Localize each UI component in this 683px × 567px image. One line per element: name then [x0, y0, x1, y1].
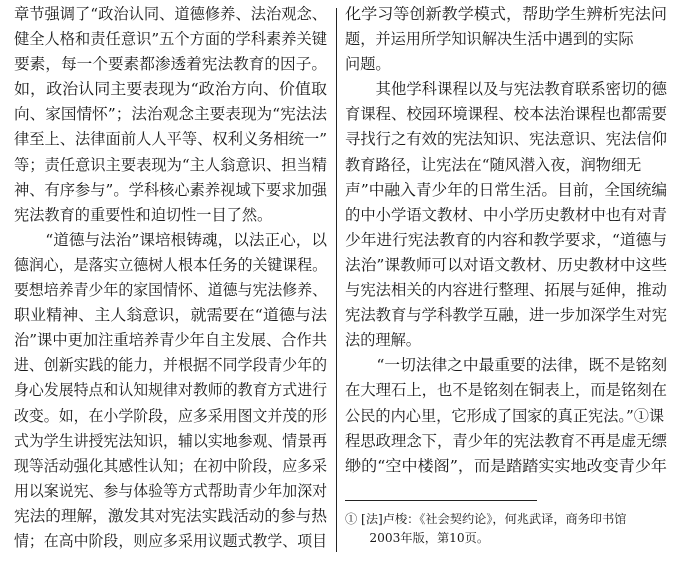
right-column-line	[345, 454, 667, 479]
left-column-line	[14, 2, 327, 27]
footnote-separator	[345, 500, 537, 501]
right-column-line	[345, 253, 667, 278]
right-column-line	[345, 303, 667, 328]
right-column-line	[345, 328, 667, 353]
text-line: 如，政治认同主要表现为“政治方向、价值取	[14, 80, 328, 99]
text-line: 要素，每一个要素都渗透着宪法教育的因子。	[14, 55, 328, 74]
right-column-line	[345, 353, 667, 378]
text-line: 的中小学语文教材、中小学历史教材中也有对青	[345, 205, 667, 224]
text-line: 治”课中更加注重培养青少年自主发展、合作共	[14, 331, 328, 350]
text-line: 宪法的理解，激发其对宪法实践活动的参与热	[14, 506, 328, 525]
footnote-line	[345, 529, 667, 548]
text-line: 用以案说宪、参与体验等方式帮助青少年加深对	[14, 481, 328, 500]
text-line: 程思政理念下，青少年的宪法教育不再是虚无缥	[345, 431, 667, 450]
text-line: 德润心，是落实立德树人根本任务的关键课程。	[14, 255, 328, 274]
text-line: 法治”课教师可以对语文教材、历史教材中这些	[345, 255, 668, 274]
left-column-line	[14, 203, 327, 228]
text-line: 其他学科课程以及与宪法教育联系密切的德	[345, 80, 667, 99]
left-column-line	[14, 27, 327, 52]
text-line: 教育路径，让宪法在“随风潜入夜，润物细无	[345, 155, 642, 174]
left-column	[14, 2, 327, 554]
left-column-line	[14, 303, 327, 328]
text-line: 改变。如，在小学阶段，应多采用图文并茂的形	[14, 406, 328, 425]
right-column-line	[345, 429, 667, 454]
text-line: 公民的内心里，它形成了国家的真正宪法。”①课	[345, 406, 665, 425]
right-column-line	[345, 27, 667, 52]
footnote-text: ① [法]卢梭：《社会契约论》，何兆武译，商务印书馆	[345, 512, 627, 526]
right-column-line	[345, 127, 667, 152]
text-line: 问题。	[345, 55, 391, 74]
right-column-line	[345, 404, 667, 429]
text-line: 要想培养青少年的家国情怀、道德与宪法修养、	[14, 281, 328, 300]
text-line: “道德与法治”课培根铸魂，以法正心，以	[14, 230, 328, 249]
right-column-line	[345, 52, 667, 77]
left-column-line	[14, 529, 327, 554]
text-line: 法的理解。	[345, 331, 421, 350]
text-line: 缈的“空中楼阁”，而是踏踏实实地改变青少年	[345, 456, 668, 475]
text-line: 少年进行宪法教育的内容和教学要求，“道德与	[345, 230, 668, 249]
text-line: 神、有序参与”。学科核心素养视域下要求加强	[14, 180, 328, 199]
text-line: 化学习等创新教学模式，帮助学生辨析宪法问	[345, 5, 668, 23]
text-line: 进、创新实践的能力，并根据不同学段青少年的	[14, 356, 328, 375]
text-line: 育课程、校园环境课程、校本法治课程也都需要	[345, 105, 667, 124]
left-column-line	[14, 77, 327, 102]
footnote-line	[345, 510, 667, 529]
left-column-line	[14, 102, 327, 127]
text-line: 宪法教育的重要性和迫切性一目了然。	[14, 205, 273, 224]
right-column-line	[345, 153, 667, 178]
right-column-line	[345, 178, 667, 203]
right-column-line	[345, 77, 667, 102]
text-line: 章节强调了“政治认同、道德修养、法治观念、	[14, 5, 328, 23]
text-line: 与宪法相关的内容进行整理、拓展与延伸，推动	[345, 281, 667, 300]
left-column-line	[14, 504, 327, 529]
right-column-line	[345, 2, 667, 27]
text-line: 式为学生讲授宪法知识，辅以实地参观、情景再	[14, 431, 328, 450]
text-line: 职业精神、主人翁意识，就需要在“道德与法	[14, 306, 328, 325]
left-column-line	[14, 479, 327, 504]
left-column-line	[14, 153, 327, 178]
right-column-line	[345, 278, 667, 303]
text-line: 律至上、法律面前人人平等、权利义务相统一”	[14, 130, 328, 149]
column-divider	[336, 8, 337, 552]
text-line: 在大理石上，也不是铭刻在铜表上，而是铭刻在	[345, 381, 667, 400]
left-column-line	[14, 378, 327, 403]
left-column-line	[14, 52, 327, 77]
right-column-line	[345, 102, 667, 127]
text-line: 等；责任意识主要表现为“主人翁意识、担当精	[14, 155, 328, 174]
left-column-line	[14, 228, 327, 253]
right-column	[345, 2, 667, 479]
text-line: 宪法教育与学科教学互融，进一步加深学生对宪	[345, 306, 667, 325]
text-line: 声”中融入青少年的日常生活。目前，全国统编	[345, 180, 668, 199]
text-line: “一切法律之中最重要的法律，既不是铭刻	[345, 356, 668, 375]
footnote	[345, 510, 667, 548]
text-line: 现等活动强化其感性认知；在初中阶段，应多采	[14, 456, 328, 475]
footnote-text: 2003年版，第10页。	[345, 531, 490, 545]
right-column-line	[345, 378, 667, 403]
left-column-line	[14, 429, 327, 454]
text-line: 向、家国情怀”；法治观念主要表现为“宪法法	[14, 105, 328, 124]
left-column-line	[14, 127, 327, 152]
left-column-line	[14, 328, 327, 353]
text-line: 身心发展特点和认知规律对教师的教育方式进行	[14, 381, 328, 400]
text-line: 题，并运用所学知识解决生活中遇到的实际	[345, 30, 634, 49]
left-column-line	[14, 404, 327, 429]
right-column-line	[345, 228, 667, 253]
left-column-line	[14, 278, 327, 303]
left-column-line	[14, 178, 327, 203]
text-line: 健全人格和责任意识”五个方面的学科素养关键	[14, 30, 328, 49]
left-column-line	[14, 454, 327, 479]
left-column-line	[14, 253, 327, 278]
text-line: 寻找行之有效的宪法知识、宪法意识、宪法信仰	[345, 130, 667, 149]
text-line: 情；在高中阶段，则应多采用议题式教学、项目	[14, 531, 328, 550]
left-column-line	[14, 353, 327, 378]
right-column-line	[345, 203, 667, 228]
